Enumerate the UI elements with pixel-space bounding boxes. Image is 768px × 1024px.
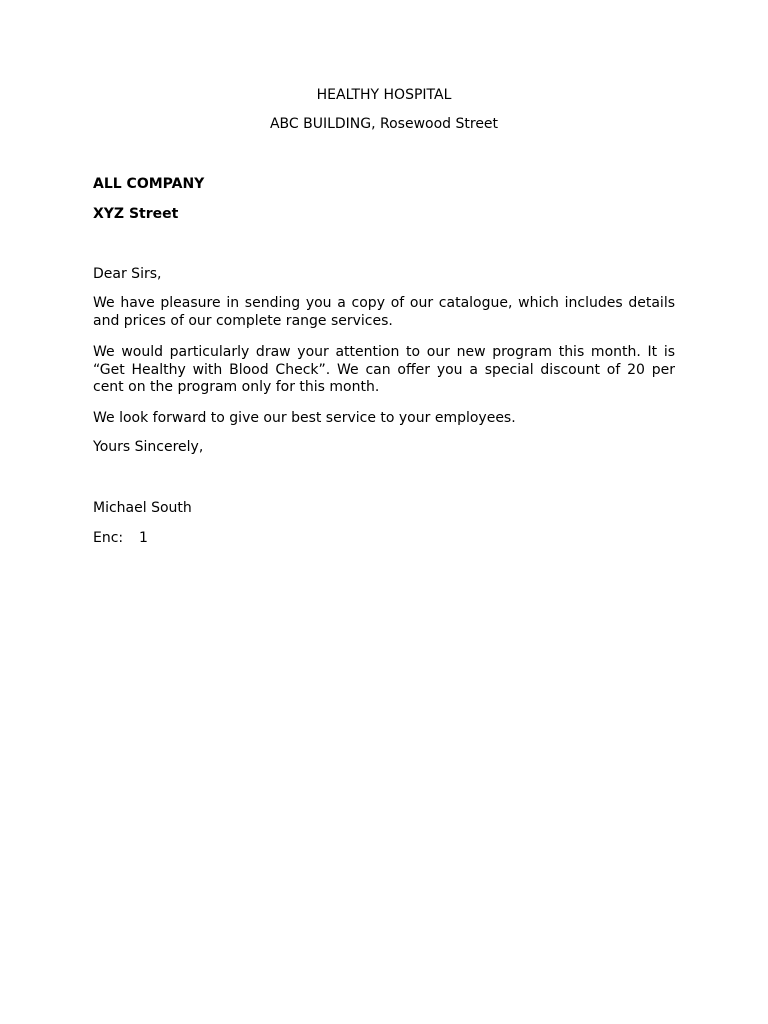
body-paragraph-1: We have pleasure in sending you a copy of our catalogue, which includes details and prices of our complete range services. (93, 295, 675, 329)
body-paragraph-2: We would particularly draw your attention to our new program this month. It is “Get Healthy with Blood Check”. We can offer you a special discount of 20 per cent on the program only for this month. (93, 344, 675, 395)
salutation: Dear Sirs, (93, 266, 162, 282)
recipient-name: ALL COMPANY (93, 176, 205, 192)
signatory-name: Michael South (93, 500, 192, 516)
sender-address: ABC BUILDING, Rosewood Street (269, 116, 499, 132)
enclosure-count: 1 (139, 530, 148, 546)
enclosure-label: Enc: (93, 530, 124, 546)
enclosure-line (93, 530, 675, 547)
closing: Yours Sincerely, (93, 439, 204, 455)
recipient-street: XYZ Street (93, 206, 179, 222)
body-paragraph-3: We look forward to give our best service to your employees. (93, 410, 516, 426)
sender-organization: HEALTHY HOSPITAL (316, 87, 452, 103)
